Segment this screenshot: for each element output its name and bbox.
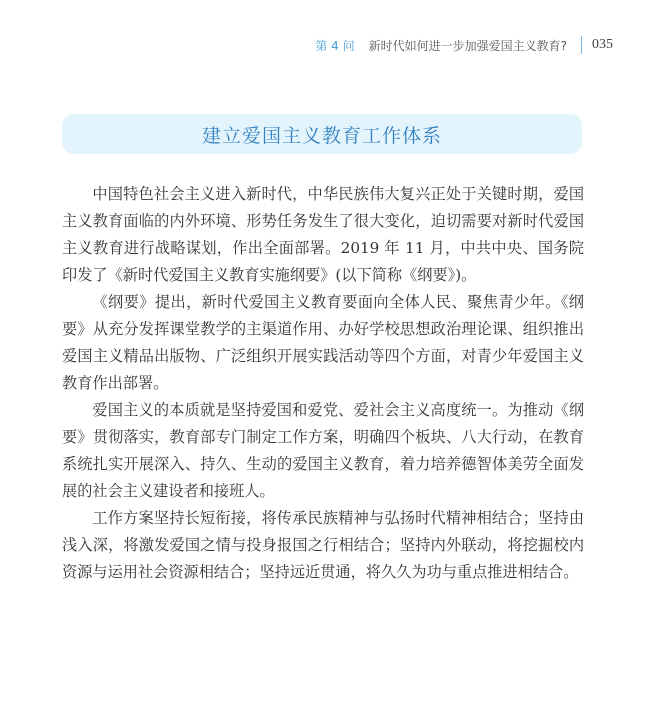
paragraph: 爱国主义的本质就是坚持爱国和爱党、爱社会主义高度统一。为推动《纲要》贯彻落实，教育部专门制定工作方案，明确四个板块、八大行动，在教育系统扎实开展深入、持久、生动的爱国主义教育，着力培养德智体美劳全面发展的社会主义建设者和接班人。: [62, 401, 584, 500]
section-title: 建立爱国主义教育工作体系: [201, 124, 442, 147]
paragraph: 中国特色社会主义进入新时代，中华民族伟大复兴正处于关键时期，爱国主义教育面临的内外环境、形势任务发生了很大变化，迫切需要对新时代爱国主义教育进行战略谋划，作出全面部署。2019 年 11 月，中共中央、国务院印发了《新时代爱国主义教育实施纲要》(以下简称《纲要》)。: [62, 185, 584, 284]
header-divider: [581, 36, 582, 54]
body-text: [62, 181, 584, 586]
question-title: 新时代如何进一步加强爱国主义教育?: [368, 38, 567, 53]
page-number: 035: [592, 37, 613, 52]
running-header: [315, 36, 613, 54]
chapter-label: 第 4 问: [315, 38, 355, 53]
section-heading-box: [62, 114, 582, 154]
paragraph: 《纲要》提出，新时代爱国主义教育要面向全体人民、聚焦青少年。《纲要》从充分发挥课堂教学的主渠道作用、办好学校思想政治理论课、组织推出爱国主义精品出版物、广泛组织开展实践活动等四个方面，对青少年爱国主义教育作出部署。: [62, 293, 584, 392]
paragraph: 工作方案坚持长短衔接，将传承民族精神与弘扬时代精神相结合；坚持由浅入深，将激发爱国之情与投身报国之行相结合；坚持内外联动，将挖掘校内资源与运用社会资源相结合；坚持远近贯通，将久久为功与重点推进相结合。: [62, 509, 584, 581]
